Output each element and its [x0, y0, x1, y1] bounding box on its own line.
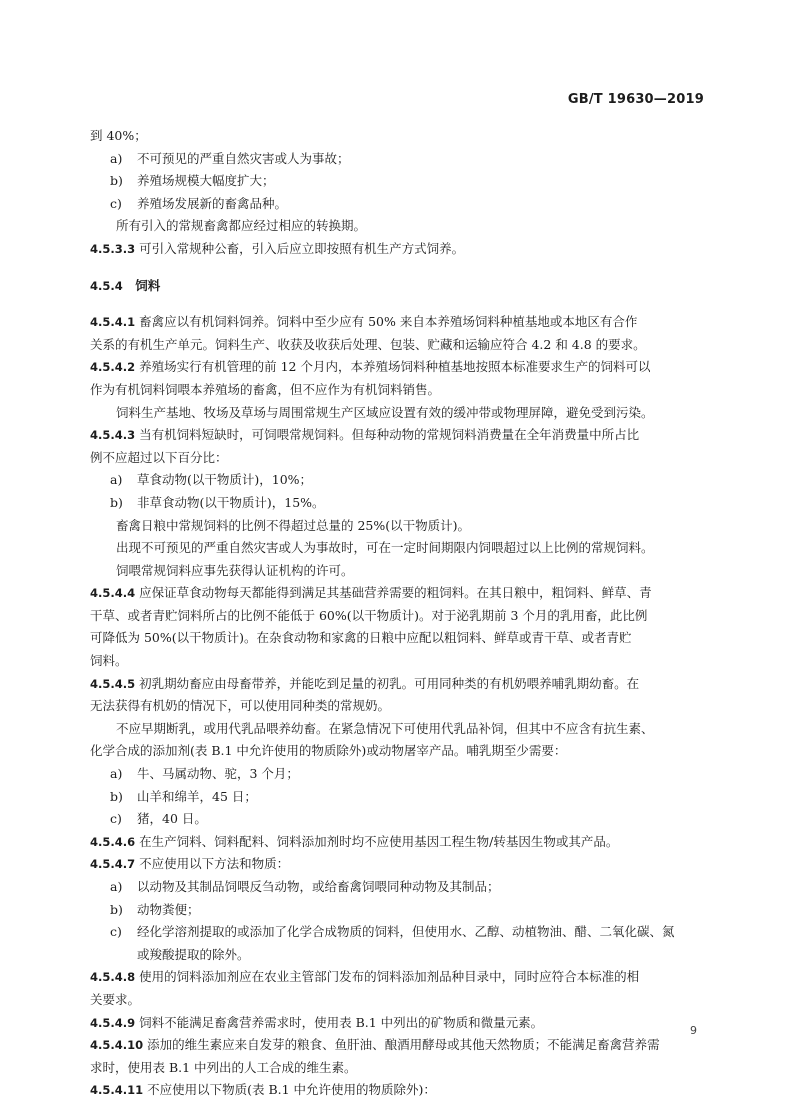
clause-line [90, 673, 702, 696]
clause-text: 养殖场实行有机管理的前 12 个月内，本养殖场饲料种植基地按照本标准要求生产的饲料可以 [139, 359, 651, 375]
list-item-label: a) [110, 879, 123, 894]
clause-line [90, 853, 702, 876]
paragraph-line: 饲料生产基地、牧场及草场与周围常规生产区域应设置有效的缓冲带或物理屏障，避免受到污染。 [116, 404, 654, 420]
list-item-label: a) [110, 150, 123, 166]
clause-line [90, 1012, 702, 1035]
document-body [90, 125, 702, 1102]
clause-number: 4.5.4.2 [90, 360, 136, 375]
list-item-label: c) [110, 195, 122, 211]
continuation-line: 例不应超过以下百分比： [90, 449, 228, 465]
list-item [90, 763, 702, 786]
list-item-label: a) [110, 472, 123, 488]
clause-text: 不应使用以下方法和物质： [139, 856, 290, 872]
list-item [90, 876, 702, 899]
list-item-text: 养殖场规模大幅度扩大； [137, 173, 275, 189]
list-item-continuation: 或羧酸提取的除外。 [137, 946, 250, 962]
page-number: 9 [690, 1024, 697, 1037]
list-item-text: 山羊和绵羊，45 日； [137, 788, 257, 804]
clause-number: 4.5.3.3 [90, 241, 136, 256]
clause-number: 4.5.4.10 [90, 1038, 144, 1053]
paragraph-line: 出现不可预见的严重自然灾害或人为事故时，可在一定时间期限内饲喂超过以上比例的常规饲料。 [116, 540, 654, 556]
continuation-line: 到 40%； [90, 128, 147, 143]
standard-code: GB/T 19630—2019 [567, 92, 704, 107]
clause-number: 4.5.4.11 [90, 1083, 144, 1098]
clause-text: 可引入常规种公畜，引入后应立即按照有机生产方式饲养。 [139, 240, 465, 256]
clause-text: 使用的饲料添加剂应在农业主管部门发布的饲料添加剂品种目录中，同时应符合本标准的相 [139, 969, 640, 985]
clause-text: 不应使用以下物质(表 B.1 中允许使用的物质除外)： [147, 1082, 436, 1098]
clause-text: 饲料不能满足畜禽营养需求时，使用表 B.1 中列出的矿物质和微量元素。 [139, 1014, 544, 1030]
clause-text: 当有机饲料短缺时，可饲喂常规饲料。但每种动物的常规饲料消费量在全年消费量中所占比 [139, 427, 640, 443]
list-item-text: 养殖场发展新的畜禽品种。 [137, 195, 288, 211]
continuation-line: 求时，使用表 B.1 中列出的人工合成的维生素。 [90, 1059, 357, 1075]
list-item-text: 动物粪便； [137, 901, 200, 917]
clause-line [90, 831, 702, 854]
list-item-label: b) [110, 788, 123, 804]
clause-line [90, 1079, 702, 1102]
list-item-text: 以动物及其制品饲喂反刍动物，或给畜禽饲喂同种动物及其制品； [137, 879, 500, 894]
paragraph-line: 不应早期断乳，或用代乳品喂养幼畜。在紧急情况下可使用代乳品补饲，但其中不应含有抗生素、 [116, 720, 654, 736]
clause-number: 4.5.4.4 [90, 586, 136, 601]
continuation-line: 关要求。 [90, 991, 141, 1007]
clause-line [90, 424, 702, 447]
clause-line [90, 582, 702, 605]
paragraph-line: 畜禽日粮中常规饲料的比例不得超过总量的 25%(以干物质计)。 [116, 517, 471, 533]
list-item [90, 492, 702, 515]
clause-line [90, 311, 702, 334]
continuation-line: 饲料。 [90, 653, 128, 669]
list-item [90, 193, 702, 216]
list-item-label: b) [110, 494, 123, 510]
clause-number: 4.5.4.7 [90, 857, 136, 872]
list-item-text: 草食动物(以干物质计)，10%； [137, 472, 313, 488]
clause-line [90, 1034, 702, 1057]
clause-text: 畜禽应以有机饲料饲养。饲料中至少应有 50% 来自本养殖场饲料种植基地或本地区有合作 [139, 314, 638, 330]
continuation-line: 可降低为 50%(以干物质计)。在杂食动物和家禽的日粮中应配以粗饲料、鲜草或青干草、或者青贮 [90, 630, 632, 646]
list-item [90, 808, 702, 831]
list-item-label: b) [110, 173, 123, 189]
continuation-line: 作为有机饲料饲喂本养殖场的畜禽，但不应作为有机饲料销售。 [90, 381, 441, 397]
list-item-label: c) [110, 924, 122, 940]
list-item-text: 经化学溶剂提取的或添加了化学合成物质的饲料，但使用水、乙醇、动植物油、醋、二氧化碳、氮 [137, 924, 675, 940]
clause-line [90, 356, 702, 379]
list-item-text: 不可预见的严重自然灾害或人为事故； [137, 150, 350, 166]
clause-text: 添加的维生素应来自发芽的粮食、鱼肝油、酿酒用酵母或其他天然物质；不能满足畜禽营养需 [147, 1037, 660, 1053]
list-item-label: a) [110, 766, 123, 782]
clause-number: 4.5.4 [90, 278, 123, 293]
continuation-line: 干草、或者青贮饲料所占的比例不能低于 60%(以干物质计)。对于泌乳期前 3 个月的乳用畜，此比例 [90, 607, 648, 623]
list-item-text: 牛、马属动物、驼，3 个月； [137, 766, 299, 782]
list-item-text: 非草食动物(以干物质计)，15%。 [137, 494, 325, 510]
clause-text: 初乳期幼畜应由母畜带养，并能吃到足量的初乳。可用同种类的有机奶喂养哺乳期幼畜。在 [139, 675, 640, 691]
clause-line [90, 238, 702, 261]
list-item [90, 786, 702, 809]
list-item [90, 921, 702, 944]
continuation-line: 化学合成的添加剂(表 B.1 中允许使用的物质除外)或动物屠宰产品。哺乳期至少需要： [90, 743, 567, 759]
clause-line [90, 966, 702, 989]
heading-text: 饲料 [135, 277, 161, 293]
list-item [90, 148, 702, 171]
continuation-line: 关系的有机生产单元。饲料生产、收获及收获后处理、包装、贮藏和运输应符合 4.2 和 4.8 的要求。 [90, 336, 646, 352]
continuation-line: 无法获得有机奶的情况下，可以使用同种类的常规奶。 [90, 698, 391, 714]
clause-text: 应保证草食动物每天都能得到满足其基础营养需要的粗饲料。在其日粮中，粗饲料、鲜草、青 [139, 585, 652, 601]
clause-number: 4.5.4.6 [90, 834, 136, 849]
clause-number: 4.5.4.9 [90, 1015, 136, 1030]
clause-text: 在生产饲料、饲料配料、饲料添加剂时均不应使用基因工程生物/转基因生物或其产品。 [139, 833, 619, 849]
clause-number: 4.5.4.5 [90, 676, 136, 691]
list-item [90, 170, 702, 193]
section-heading [90, 275, 702, 298]
paragraph-line: 所有引入的常规畜禽都应经过相应的转换期。 [116, 218, 367, 234]
clause-number: 4.5.4.3 [90, 428, 136, 443]
paragraph-line: 饲喂常规饲料应事先获得认证机构的许可。 [116, 562, 354, 578]
list-item [90, 469, 702, 492]
clause-number: 4.5.4.8 [90, 970, 136, 985]
list-item [90, 899, 702, 922]
list-item-label: b) [110, 901, 123, 917]
list-item-text: 猪，40 日。 [137, 811, 207, 827]
list-item-label: c) [110, 811, 122, 827]
clause-number: 4.5.4.1 [90, 315, 136, 330]
